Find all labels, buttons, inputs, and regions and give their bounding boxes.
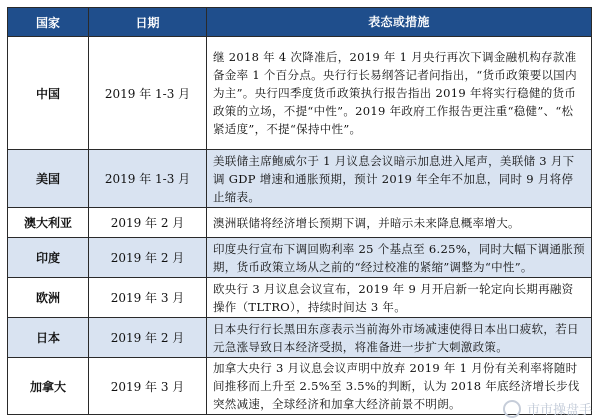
row-date: 2019 年 3 月 — [88, 278, 206, 317]
row-country: 澳大利亚 — [23, 216, 72, 230]
table-row — [8, 277, 591, 317]
policy-table — [7, 7, 592, 415]
row-country: 美国 — [35, 172, 60, 186]
row-date: 2019 年 2 月 — [88, 208, 206, 237]
table-row — [8, 317, 591, 357]
table-header — [8, 8, 591, 36]
table-row — [8, 36, 591, 149]
watermark-logo-icon — [503, 400, 521, 418]
row-country: 欧洲 — [35, 291, 60, 305]
header-measures: 表态或措施 — [206, 8, 591, 36]
row-date: 2019 年 1-3 月 — [88, 150, 206, 207]
row-desc: 印度央行宣布下调回购利率 25 个基点至 6.25%，同时大幅下调通胀预期，货币政策立场从之前的“经过校准的紧缩”调整为“中性”。 — [206, 238, 591, 277]
table-row — [8, 149, 591, 207]
row-date: 2019 年 2 月 — [88, 238, 206, 277]
row-date: 2019 年 3 月 — [88, 358, 206, 414]
watermark-text: 市市操盘手 — [526, 403, 592, 418]
row-date: 2019 年 2 月 — [88, 318, 206, 357]
row-country: 加拿大 — [29, 379, 66, 394]
table-row — [8, 207, 591, 237]
row-desc: 日本央行行长黑田东彦表示当前海外市场减速使得日本出口疲软，若日元急涨导致日本经济受损，将准备进一步扩大刺激政策。 — [206, 318, 591, 357]
row-country: 印度 — [35, 251, 60, 265]
row-date: 2019 年 1-3 月 — [88, 37, 206, 149]
row-desc: 澳洲联储将经济增长预期下调，并暗示未来降息概率增大。 — [206, 208, 591, 237]
row-country: 中国 — [35, 86, 60, 101]
header-date: 日期 — [88, 8, 206, 36]
watermark — [503, 399, 592, 418]
row-desc: 加拿大央行 3 月议息会议声明中放弃 2019 年 1 月份有关利率将随时间推移而上升至 2.5%至 3.5%的判断，认为 2018 年底经济增长步伐突然减速，全球经济和加拿大经济前景不明朗。 — [206, 358, 591, 414]
header-country: 国家 — [35, 15, 60, 30]
row-country: 日本 — [35, 331, 60, 345]
row-desc: 欧央行 3 月议息会议宣布，2019 年 9 月开启新一轮定向长期再融资操作（TLTRO），持续时间达 3 年。 — [206, 278, 591, 317]
table-row — [8, 237, 591, 277]
row-desc: 美联储主席鲍威尔于 1 月议息会议暗示加息进入尾声，美联储 3 月下调 GDP 增速和通胀预期，预计 2019 年全年不加息，同时 9 月将停止缩表。 — [206, 150, 591, 207]
row-desc: 继 2018 年 4 次降准后，2019 年 1 月央行再次下调金融机构存款准备金率 1 个百分点。央行行长易纲答记者问指出，“货币政策要以国内为主”。央行四季度货币政策执行报告指出 2019 年将实行稳健的货币政策的立场，不提“中性”。2019 年政府工作报告更注重“稳健”、“松紧适度”，不提“保持中性”。 — [206, 37, 591, 149]
